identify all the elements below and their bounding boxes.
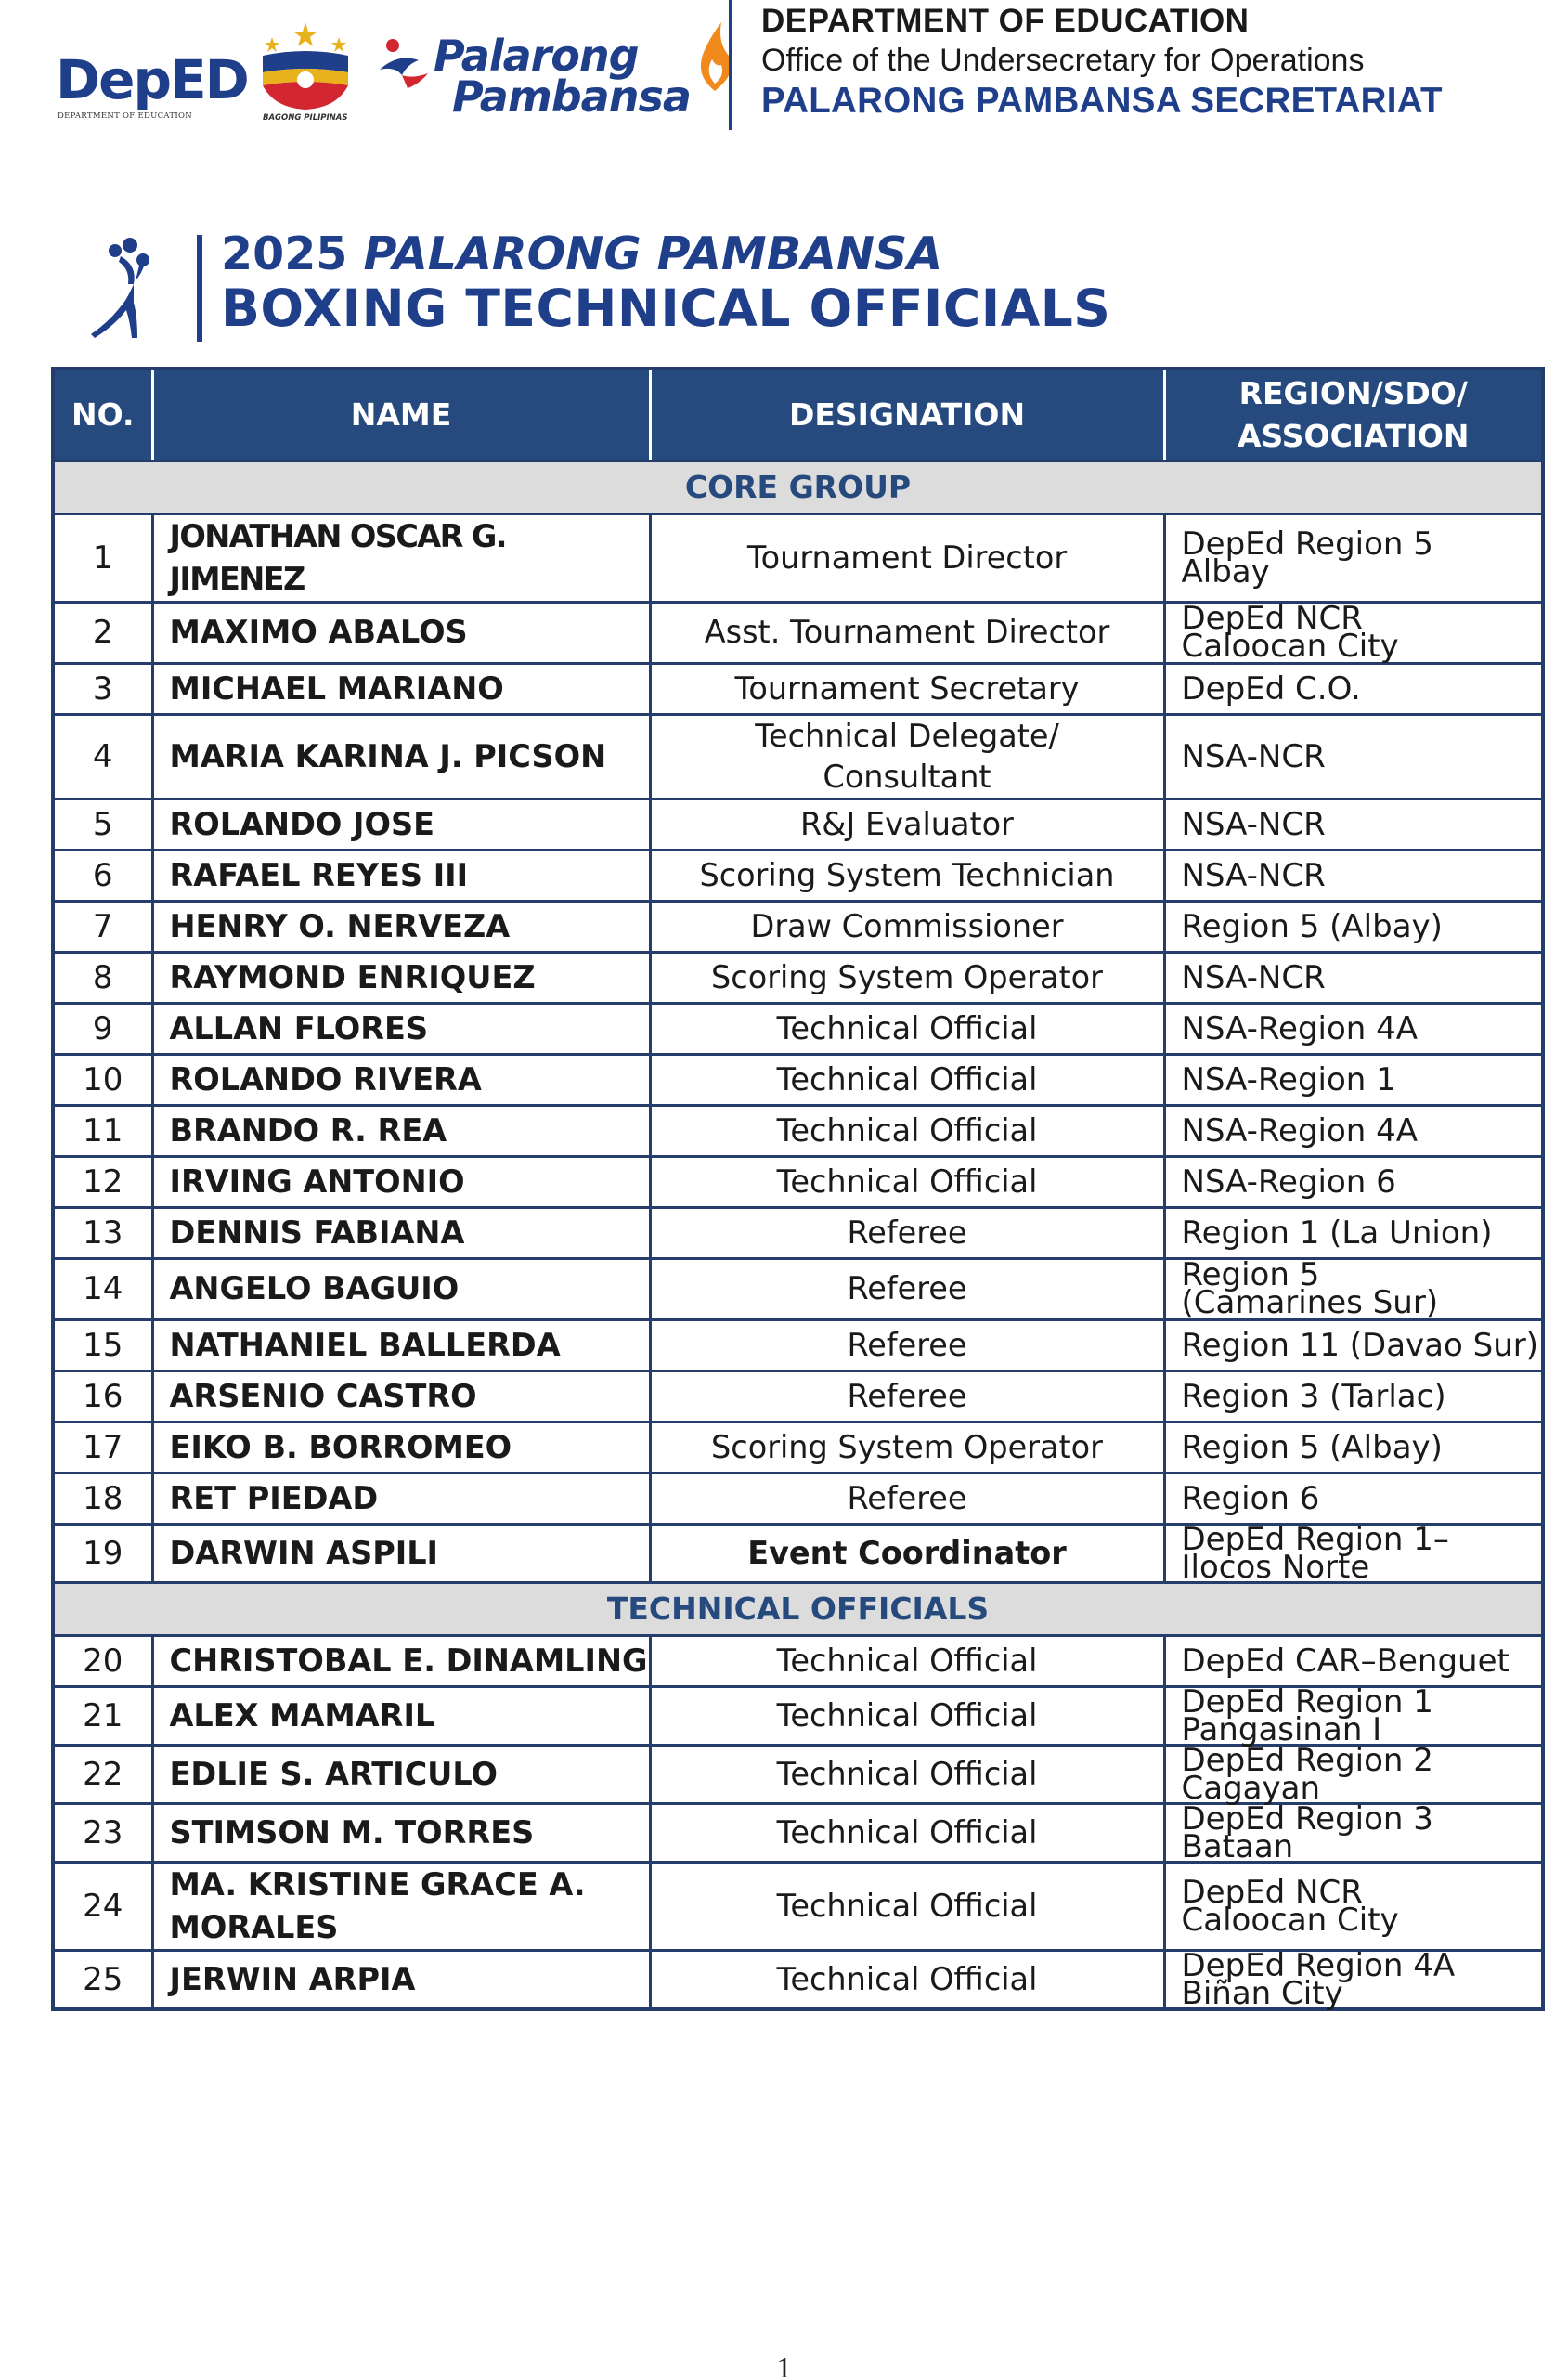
region-line: DepEd NCR	[1181, 1873, 1363, 1911]
cell-number: 18	[53, 1473, 152, 1524]
palarong-pambansa-logo	[376, 14, 766, 125]
cell-number: 7	[53, 901, 152, 952]
cell-designation	[650, 1054, 1164, 1105]
title-event-name: PALARONG PAMBANSA	[363, 227, 943, 280]
section-label: CORE GROUP	[53, 461, 1543, 513]
cell-region	[1164, 1862, 1543, 1950]
cell-region	[1164, 1473, 1543, 1524]
name-line: ARSENIO CASTRO	[169, 1377, 477, 1414]
name-line: NATHANIEL BALLERDA	[169, 1326, 561, 1363]
letterhead-department: DEPARTMENT OF EDUCATION	[761, 3, 1250, 39]
cell-number: 19	[53, 1524, 152, 1582]
cell-name	[152, 1054, 650, 1105]
table-row	[53, 1803, 1543, 1862]
cell-name	[152, 663, 650, 714]
deped-logo-subtext: DEPARTMENT OF EDUCATION	[58, 111, 192, 121]
region-line: NSA-Region 6	[1181, 1163, 1396, 1201]
cell-designation	[650, 1473, 1164, 1524]
table-row	[53, 1473, 1543, 1524]
designation-line: Technical Official	[776, 1887, 1038, 1924]
table-row	[53, 1862, 1543, 1950]
cell-name	[152, 1003, 650, 1054]
header-region-line2: ASSOCIATION	[1237, 417, 1470, 454]
table-row	[53, 1635, 1543, 1686]
cell-number: 22	[53, 1745, 152, 1803]
cell-number: 1	[53, 513, 152, 602]
name-line: MORALES	[169, 1908, 339, 1945]
cell-region	[1164, 1799, 1543, 1865]
table-row	[53, 1258, 1543, 1319]
cell-number: 11	[53, 1105, 152, 1156]
palaro-logo-line2: Pambansa	[452, 71, 691, 122]
cell-region	[1164, 901, 1543, 952]
cell-designation	[650, 1207, 1164, 1258]
cell-region	[1164, 1207, 1543, 1258]
region-line: Region 5	[1181, 1256, 1320, 1293]
name-line: ALEX MAMARIL	[169, 1696, 435, 1734]
officials-table-container	[51, 367, 1541, 2011]
designation-line: R&J Evaluator	[800, 805, 1014, 842]
name-line: EIKO B. BORROMEO	[169, 1428, 512, 1465]
cell-number: 6	[53, 850, 152, 901]
cell-name	[152, 1207, 650, 1258]
table-row	[53, 1686, 1543, 1745]
region-line: Region 6	[1181, 1479, 1320, 1517]
region-line: NSA-Region 4A	[1181, 1009, 1419, 1047]
cell-region	[1164, 1741, 1543, 1807]
name-line: MAXIMO ABALOS	[169, 614, 468, 650]
cell-designation	[650, 714, 1164, 799]
designation-line: Referee	[847, 1326, 967, 1363]
table-row	[53, 1054, 1543, 1105]
cell-name	[152, 1473, 650, 1524]
region-line: Cagayan	[1181, 1769, 1320, 1807]
palaro-logo-line1: Palarong	[434, 31, 639, 81]
section-header-row	[53, 1582, 1543, 1635]
cell-region	[1164, 1054, 1543, 1105]
table-row	[53, 1207, 1543, 1258]
title-line-2: BOXING TECHNICAL OFFICIALS	[221, 279, 1111, 338]
designation-line: Tournament Director	[746, 539, 1068, 576]
name-line: HENRY O. NERVEZA	[169, 907, 511, 944]
cell-region	[1164, 952, 1543, 1003]
cell-region	[1164, 714, 1543, 799]
designation-line: Event Coordinator	[747, 1534, 1067, 1571]
cell-number: 10	[53, 1054, 152, 1105]
cell-name	[152, 952, 650, 1003]
region-line: Ilocos Norte	[1181, 1548, 1370, 1586]
designation-line: Scoring System Operator	[711, 1428, 1103, 1465]
letterhead	[51, 0, 1536, 135]
cell-number: 14	[53, 1258, 152, 1319]
cell-number: 3	[53, 663, 152, 714]
cell-number: 15	[53, 1319, 152, 1370]
name-line: STIMSON M. TORRES	[169, 1813, 535, 1851]
region-line: Bataan	[1181, 1827, 1294, 1865]
region-line: (Camarines Sur)	[1181, 1284, 1439, 1321]
cell-designation	[650, 513, 1164, 602]
cell-name	[152, 602, 650, 663]
cell-region	[1164, 1520, 1543, 1586]
cell-designation	[650, 1635, 1164, 1686]
cell-number: 13	[53, 1207, 152, 1258]
cell-region	[1164, 1156, 1543, 1207]
cell-region	[1164, 1422, 1543, 1473]
table-row	[53, 1003, 1543, 1054]
cell-designation	[650, 663, 1164, 714]
cell-name	[152, 714, 650, 799]
name-line: BRANDO R. REA	[169, 1111, 447, 1149]
bagong-pilipinas-emblem-icon	[253, 19, 357, 111]
region-line: NSA-NCR	[1181, 958, 1326, 996]
palaro-runner-icon	[376, 32, 441, 97]
name-line: ROLANDO JOSE	[169, 805, 434, 842]
cell-designation	[650, 1319, 1164, 1370]
page-number: 1	[776, 2351, 792, 2377]
region-line: DepEd Region 5	[1181, 525, 1433, 563]
letterhead-secretariat: PALARONG PAMBANSA SECRETARIAT	[761, 81, 1443, 121]
cell-name	[152, 901, 650, 952]
table-row	[53, 1524, 1543, 1582]
cell-name	[152, 1635, 650, 1686]
table-row	[53, 850, 1543, 901]
cell-region	[1164, 850, 1543, 901]
bagong-pilipinas-logo	[253, 19, 357, 130]
cell-region	[1164, 1370, 1543, 1422]
table-row	[53, 1422, 1543, 1473]
region-line: DepEd Region 1–	[1181, 1520, 1449, 1558]
designation-line: Technical Official	[776, 1009, 1038, 1046]
cell-name	[152, 1258, 650, 1319]
designation-line: Scoring System Technician	[699, 856, 1115, 893]
table-row	[53, 714, 1543, 799]
designation-line: Referee	[847, 1214, 967, 1251]
designation-line: Technical Official	[776, 1960, 1038, 1997]
table-row	[53, 1950, 1543, 2009]
cell-designation	[650, 952, 1164, 1003]
cell-number: 23	[53, 1803, 152, 1862]
designation-line: Draw Commissioner	[750, 907, 1064, 944]
region-line: NSA-Region 1	[1181, 1060, 1396, 1098]
cell-number: 2	[53, 602, 152, 663]
cell-designation	[650, 1370, 1164, 1422]
cell-number: 17	[53, 1422, 152, 1473]
region-line: Region 3 (Tarlac)	[1181, 1377, 1446, 1415]
name-line: IRVING ANTONIO	[169, 1163, 465, 1200]
cell-region	[1164, 1946, 1543, 2012]
cell-designation	[650, 1003, 1164, 1054]
cell-number: 8	[53, 952, 152, 1003]
cell-region	[1164, 1319, 1543, 1370]
cell-name	[152, 1686, 650, 1745]
region-line: Pangasinan I	[1181, 1710, 1382, 1748]
section-header-row	[53, 461, 1543, 513]
region-line: Albay	[1181, 552, 1270, 591]
cell-number: 5	[53, 799, 152, 850]
region-line: Caloocan City	[1181, 628, 1399, 665]
table-row	[53, 799, 1543, 850]
cell-name	[152, 1105, 650, 1156]
table-row	[53, 1156, 1543, 1207]
cell-designation	[650, 799, 1164, 850]
region-line: NSA-NCR	[1181, 805, 1326, 843]
header-no: NO.	[53, 369, 152, 461]
designation-line: Referee	[847, 1377, 967, 1414]
region-line: DepEd CAR–Benguet	[1181, 1642, 1510, 1680]
cell-designation	[650, 1803, 1164, 1862]
cell-designation	[650, 1105, 1164, 1156]
cell-name	[152, 799, 650, 850]
table-row	[53, 663, 1543, 714]
designation-line: Consultant	[823, 758, 991, 795]
cell-name	[152, 1422, 650, 1473]
name-line: DENNIS FABIANA	[169, 1214, 465, 1251]
cell-number: 12	[53, 1156, 152, 1207]
header-name: NAME	[152, 369, 650, 461]
header-designation: DESIGNATION	[650, 369, 1164, 461]
cell-region	[1164, 1682, 1543, 1748]
name-line: EDLIE S. ARTICULO	[169, 1755, 499, 1792]
cell-designation	[650, 850, 1164, 901]
cell-number: 4	[53, 714, 152, 799]
cell-designation	[650, 1745, 1164, 1803]
table-body	[53, 461, 1543, 2012]
region-line: DepEd Region 2	[1181, 1741, 1433, 1779]
name-line: CHRISTOBAL E. DINAMLING	[169, 1642, 648, 1679]
table-header-row	[53, 369, 1543, 461]
designation-line: Technical Official	[776, 1163, 1038, 1200]
cell-designation	[650, 1422, 1164, 1473]
letterhead-divider	[729, 0, 732, 130]
region-line: NSA-NCR	[1181, 856, 1326, 894]
designation-line: Technical Official	[776, 1813, 1038, 1851]
name-line: ROLANDO RIVERA	[169, 1060, 482, 1098]
bagong-pilipinas-text: BAGONG PILIPINAS	[263, 113, 348, 123]
region-line: Region 5 (Albay)	[1181, 907, 1443, 945]
cell-designation	[650, 1156, 1164, 1207]
designation-line: Technical Official	[776, 1060, 1038, 1098]
cell-region	[1164, 1003, 1543, 1054]
cell-designation	[650, 1686, 1164, 1745]
designation-line: Technical Official	[776, 1111, 1038, 1149]
cell-region	[1164, 1635, 1543, 1686]
table-row	[53, 1745, 1543, 1803]
letterhead-text-block	[761, 2, 1560, 123]
section-label: TECHNICAL OFFICIALS	[53, 1582, 1543, 1635]
designation-line: Technical Official	[776, 1642, 1038, 1679]
cell-name	[152, 1950, 650, 2009]
cell-number: 21	[53, 1686, 152, 1745]
cell-region	[1164, 513, 1543, 602]
cell-number: 25	[53, 1950, 152, 2009]
name-line: JERWIN ARPIA	[169, 1960, 416, 1997]
cell-designation	[650, 1862, 1164, 1950]
table-row	[53, 901, 1543, 952]
cell-designation	[650, 1950, 1164, 2009]
table-row	[53, 1319, 1543, 1370]
cell-region	[1164, 1258, 1543, 1319]
cell-name	[152, 1862, 650, 1950]
cell-name	[152, 1524, 650, 1582]
cell-designation	[650, 602, 1164, 663]
region-line: Biñan City	[1181, 1974, 1343, 2012]
table-row	[53, 952, 1543, 1003]
officials-table	[51, 367, 1545, 2011]
cell-region	[1164, 602, 1543, 663]
name-line: MICHAEL MARIANO	[169, 669, 504, 707]
title-accent-bar	[197, 235, 202, 342]
deped-logo	[56, 48, 248, 132]
region-line: Caloocan City	[1181, 1901, 1399, 1939]
designation-line: Tournament Secretary	[734, 669, 1080, 707]
designation-line: Referee	[847, 1270, 967, 1306]
cell-number: 16	[53, 1370, 152, 1422]
table-row	[53, 1105, 1543, 1156]
table-row	[53, 1370, 1543, 1422]
name-line: RET PIEDAD	[169, 1479, 379, 1516]
table-row	[53, 513, 1543, 602]
title-line-1: 2025 PALARONG PAMBANSA	[221, 227, 943, 280]
cell-name	[152, 1319, 650, 1370]
name-line: RAFAEL REYES III	[169, 856, 469, 893]
deped-logo-text: DepED	[56, 48, 248, 111]
cell-region	[1164, 799, 1543, 850]
region-line: Region 1 (La Union)	[1181, 1214, 1493, 1252]
region-line: DepEd Region 4A	[1181, 1946, 1456, 1984]
designation-line: Technical Official	[776, 1755, 1038, 1792]
cell-designation	[650, 901, 1164, 952]
cell-number: 24	[53, 1862, 152, 1950]
region-line: DepEd Region 1	[1181, 1682, 1433, 1721]
document-title-block	[84, 227, 1111, 348]
cell-name	[152, 1370, 650, 1422]
boxer-icon	[84, 232, 162, 344]
cell-name	[152, 1803, 650, 1862]
name-line: RAYMOND ENRIQUEZ	[169, 958, 536, 995]
region-line: Region 11 (Davao Sur)	[1181, 1326, 1538, 1364]
region-line: NSA-Region 4A	[1181, 1111, 1419, 1150]
designation-line: Technical Delegate/	[755, 717, 1059, 754]
cell-name	[152, 1156, 650, 1207]
name-line: MARIA KARINA J. PICSON	[169, 737, 607, 774]
name-line: MA. KRISTINE GRACE A.	[169, 1865, 586, 1903]
name-line: ALLAN FLORES	[169, 1009, 429, 1046]
region-line: Region 5 (Albay)	[1181, 1428, 1443, 1466]
designation-line: Scoring System Operator	[711, 958, 1103, 995]
designation-line: Technical Official	[776, 1696, 1038, 1734]
header-region	[1164, 369, 1543, 461]
designation-line: Asst. Tournament Director	[704, 614, 1110, 650]
region-line: NSA-NCR	[1181, 737, 1326, 775]
header-region-line1: REGION/SDO/	[1238, 374, 1468, 411]
region-line: DepEd Region 3	[1181, 1799, 1433, 1838]
table-row	[53, 602, 1543, 663]
region-line: DepEd C.O.	[1181, 669, 1361, 708]
cell-number: 20	[53, 1635, 152, 1686]
cell-name	[152, 513, 650, 602]
cell-number: 9	[53, 1003, 152, 1054]
name-line: ANGELO BAGUIO	[169, 1270, 460, 1306]
cell-region	[1164, 1105, 1543, 1156]
designation-line: Referee	[847, 1479, 967, 1516]
name-line: JONATHAN OSCAR G. JIMENEZ	[169, 517, 506, 597]
cell-name	[152, 1745, 650, 1803]
region-line: DepEd NCR	[1181, 600, 1363, 637]
letterhead-office: Office of the Undersecretary for Operations	[761, 43, 1365, 78]
cell-region	[1164, 663, 1543, 714]
cell-name	[152, 850, 650, 901]
cell-designation	[650, 1524, 1164, 1582]
cell-designation	[650, 1258, 1164, 1319]
name-line: DARWIN ASPILI	[169, 1534, 439, 1571]
